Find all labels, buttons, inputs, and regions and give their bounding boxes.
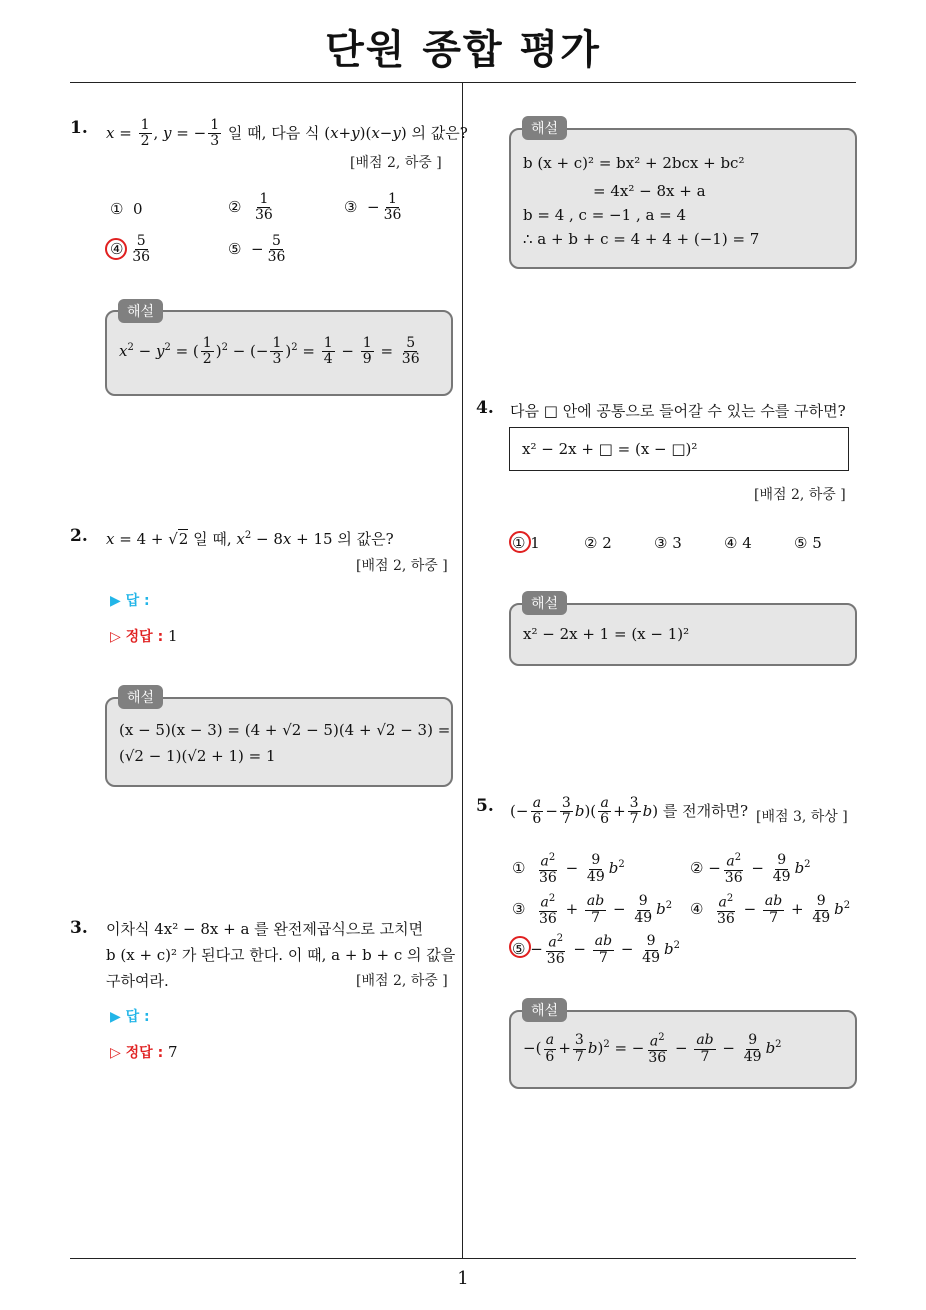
q5-score: [배점 3, 하상 ] [756, 809, 848, 825]
q5-choice-2[interactable]: ② − $\frac{a^2}{36}$ − $\frac{9}{49}$ $b^2$ [690, 852, 811, 887]
q1-number: 1. [70, 118, 88, 138]
q2-explanation-box [105, 697, 453, 787]
q4-explanation: x² − 2x + 1 = (x − 1)² [523, 625, 690, 643]
q4-choice-1[interactable]: ① 1 [512, 534, 540, 552]
q2-correct-answer: ▷ 정답 : 1 [110, 627, 178, 645]
q2-score: [배점 2, 하중 ] [356, 558, 448, 574]
q3-correct-answer: ▷ 정답 : 7 [110, 1043, 178, 1061]
q4-expression-box [509, 427, 849, 471]
q3-number: 3. [70, 918, 88, 938]
q5-explanation-tag: 해설 [522, 998, 567, 1022]
q3-explanation-box [509, 128, 857, 269]
q2-stem: x = 4 + √2 일 때, $x^2 - 8x + 15$ 의 값은? [106, 530, 394, 548]
q3-line-2: b (x + c)² 가 된다고 한다. 이 때, a + b + c 의 값을 [106, 946, 456, 964]
q5-answer-mark [509, 936, 531, 958]
q2-explanation-line-2: (√2 − 1)(√2 + 1) = 1 [119, 747, 276, 765]
q5-stem: (− $\frac{a}{6}$ − $\frac{3}{7}$ b)( $\frac{a}{6}$ + $\frac{3}{7}$ b) 를 전개하면? [510, 795, 749, 828]
q5-choice-3[interactable]: ③ $\frac{a^2}{36}$ + $\frac{ab}{7}$ − $\frac{9}{49}$ $b^2$ [512, 893, 673, 928]
bottom-rule [70, 1258, 856, 1259]
q4-number: 4. [476, 398, 494, 418]
q3-explanation-line-4: ∴ a + b + c = 4 + 4 + (−1) = 7 [523, 230, 760, 248]
top-rule [70, 82, 856, 83]
q3-answer-label: ▶ 답 : [110, 1009, 150, 1025]
q3-line-3: 구하여라. [106, 972, 169, 990]
q1-explanation: $x^2 - y^2$ = ( $\frac{1}{2}$ )$^2$ − (− $\frac{1}{3}$ )$^2$ = $\frac{1}{4}$ − $\frac{1}{9}$ = $\frac{5}{36}$ [119, 335, 420, 368]
q4-choice-3[interactable]: ③ 3 [654, 534, 682, 552]
q4-answer-mark [509, 531, 531, 553]
q4-stem: 다음 □ 안에 공통으로 들어갈 수 있는 수를 구하면? [510, 402, 846, 420]
q4-expression: x² − 2x + □ = (x − □)² [522, 440, 698, 458]
q5-number: 5. [476, 796, 494, 816]
q4-score: [배점 2, 하중 ] [754, 487, 846, 503]
q3-score: [배점 2, 하중 ] [356, 973, 448, 989]
q1-choice-1[interactable]: ① 0 [110, 200, 143, 218]
q3-line-1: 이차식 4x² − 8x + a 를 완전제곱식으로 고치면 [106, 920, 424, 938]
q3-explanation-tag: 해설 [522, 116, 567, 140]
q1-stem: x = $\frac{1}{2}$ , y = − $\frac{1}{3}$ 일 때, 다음 식 (x+y)(x−y) 의 값은? [106, 117, 468, 150]
q1-choice-4[interactable]: ④ $\frac{5}{36}$ [110, 233, 151, 266]
q1-answer-mark [105, 238, 127, 260]
q1-choice-2[interactable]: ② $\frac{1}{36}$ [228, 191, 273, 224]
q4-choice-2[interactable]: ② 2 [584, 534, 612, 552]
q2-explanation-line-1: (x − 5)(x − 3) = (4 + √2 − 5)(4 + √2 − 3) = [119, 721, 451, 739]
q1-choice-3[interactable]: ③ − $\frac{1}{36}$ [344, 191, 402, 224]
q2-explanation-tag: 해설 [118, 685, 163, 709]
q5-choice-1[interactable]: ① $\frac{a^2}{36}$ − $\frac{9}{49}$ $b^2$ [512, 852, 625, 887]
q5-choice-5[interactable]: ⑤ − $\frac{a^2}{36}$ − $\frac{ab}{7}$ − $\frac{9}{49}$ $b^2$ [512, 933, 680, 968]
page-number: 1 [457, 1268, 469, 1289]
q4-explanation-tag: 해설 [522, 591, 567, 615]
q3-explanation-line-2: = 4x² − 8x + a [593, 182, 706, 200]
q4-choice-4[interactable]: ④ 4 [724, 534, 752, 552]
q1-choice-5[interactable]: ⑤ − $\frac{5}{36}$ [228, 233, 286, 266]
q1-explanation-tag: 해설 [118, 299, 163, 323]
q4-choice-5[interactable]: ⑤ 5 [794, 534, 822, 552]
q5-choice-4[interactable]: ④ $\frac{a^2}{36}$ − $\frac{ab}{7}$ + $\frac{9}{49}$ $b^2$ [690, 893, 851, 928]
q2-number: 2. [70, 526, 88, 546]
q2-answer-label: ▶ 답 : [110, 593, 150, 609]
q5-explanation: −( $\frac{a}{6}$ + $\frac{3}{7}$ b)$^2$ = − $\frac{a^2}{36}$ − $\frac{ab}{7}$ − $\frac{9}{49}$ $b^2$ [523, 1032, 782, 1067]
column-divider [462, 83, 463, 1258]
q3-explanation-line-1: b (x + c)² = bx² + 2bcx + bc² [523, 154, 745, 172]
q1-score: [배점 2, 하중 ] [350, 155, 442, 171]
page-title: 단원 종합 평가 [325, 27, 601, 73]
q3-explanation-line-3: b = 4 , c = −1 , a = 4 [523, 206, 687, 224]
